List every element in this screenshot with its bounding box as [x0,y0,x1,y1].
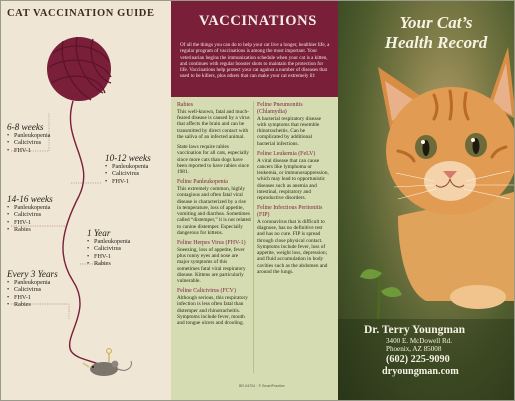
stage-label: 6-8 weeks [7,122,44,132]
guide-title: CAT VACCINATION GUIDE [7,8,155,19]
cover-panel [338,1,515,401]
address-line1: 3400 E. McDowell Rd. [386,337,453,345]
disease-description: State laws require rabies vaccination for all cats, especially since more cats than dogs have been reported to have rabies since 1981. [177,144,249,176]
stage-label: Every 3 Years [7,269,58,279]
disease-description: Although serious, this respiratory infection is less often fatal than distemper and rhinotracheitis. Symptoms include fever, mouth and tongue ulcers and drooling. [177,295,248,327]
vaccine-item: • Calicivirus [105,170,151,177]
disease-description: A bacterial respiratory disease with symptoms that resemble rhinotracheitis. Can be complicated by additional bacterial infections. [257,115,321,147]
vaccine-item: • Panleukopenia [7,132,50,139]
vaccine-item: • FHV-1 [7,219,53,226]
cover-title-line2: Health Record [384,33,488,52]
vaccinations-header [171,1,338,97]
stage-every-3-years [7,269,58,309]
disease-description: This extremely common, highly contagious and often fatal viral disease is characterized by a rise in temperature, loss of appetite, vomiting and diarrhea. Sometimes called “distemper,” it is not related to canine distemper. Especially dangerous for kittens. [177,186,251,236]
vaccine-item: • Rabies [87,260,130,267]
vaccine-item: • Calicivirus [87,245,130,252]
disease-heading-rabies: Rabies [177,102,194,108]
disease-description: A viral disease that can cause cancers like lymphoma or leukemia, or immunosuppression, which may lead to opportunistic diseases such as anemia and intestinal, respiratory and reproductive disorders. [257,157,329,202]
vaccine-item: • FHV-1 [7,147,50,154]
disease-heading-calicivirus: Feline Calicivirus (FCV) [177,288,236,295]
disease-heading-fhv1: Feline Herpes Virus (FHV-1) [177,240,246,247]
disease-heading-leukemia: Feline Leukemia (FeLV) [257,150,316,157]
vaccine-item: • Rabies [7,226,53,233]
disease-column-right [257,102,331,279]
stage-label: 1 Year [87,228,111,238]
stage-14-16-weeks [7,194,53,234]
vaccination-guide-panel [1,1,171,401]
vaccine-item: • FHV-1 [87,253,130,260]
disease-heading-panleukopenia: Feline Panleukopenia [177,179,228,186]
stage-label: 14-16 weeks [7,194,53,204]
vaccine-item: • Calicivirus [7,286,58,293]
vaccinations-panel [171,1,338,401]
vaccine-item: • Calicivirus [7,211,53,218]
stage-6-8-weeks [7,122,50,154]
cover-title-line1: Your Cat’s [399,13,473,32]
vaccine-item: • Panleukopenia [7,279,58,286]
toy-mouse-icon [83,349,131,376]
disease-description: This well-known, fatal and much-feared disease is caused by a virus that affects the brain and can be transmitted by direct contact with the saliva of an infected animal. [177,108,250,140]
phone-number: (602) 225-9090 [386,353,450,365]
product-footnote: BR-04704 · © SmartPractice [239,384,285,388]
vaccinations-title: VACCINATIONS [199,13,317,29]
vaccine-item: • Panleukopenia [7,204,53,211]
disease-description: A coronavirus that is difficult to diagnose, has no definitive test and has no cure. FIP is spread through close physical contact. Symptoms include fever, loss of appetite, weight loss, depression; and fluid accumulation in body cavities such as the abdomen and around the lungs. [257,218,328,275]
vaccinations-intro: Of all the things you can do to help your cat live a longer, healthier life, a regular program of vaccinations is among the most important. Your veterinarian begins the immunization schedule when your cat is a kitten, and continues with regular booster shots to maintain the protection for life. Vaccinations help protect your cat against a number of diseases that used to be killers, plus others that can make your cat extremely ill: [180,42,330,80]
column-divider [253,101,254,373]
disease-heading-fip: Feline Infectious Peritonitis (FIP) [257,205,323,219]
stage-1-year [87,228,130,268]
vaccine-item: • Rabies [7,301,58,308]
website: dryoungman.com [382,365,459,377]
vaccine-item: • Panleukopenia [87,238,130,245]
disease-column-left [177,102,251,330]
stage-label: 10-12 weeks [105,153,151,163]
vaccine-item: • FHV-1 [7,294,58,301]
clinic-contact [364,324,512,378]
vaccine-item: • Panleukopenia [105,163,151,170]
doctor-name: Dr. Terry Youngman [364,324,466,336]
disease-description: Sneezing, loss of appetite, fever plus runny eyes and nose are major symptoms of this sometimes fatal viral respiratory disease. Kittens are particularly vulnerable. [177,246,246,285]
disease-heading-pneumonitis: Feline Pneumonitis (Chlamydia) [257,102,303,115]
vaccine-item: • Calicivirus [7,139,50,146]
cover-title [356,13,515,53]
vaccine-item: • FHV-1 [105,178,151,185]
address-line2: Phoenix, AZ 85008 [386,345,442,354]
stage-10-12-weeks [105,153,151,185]
